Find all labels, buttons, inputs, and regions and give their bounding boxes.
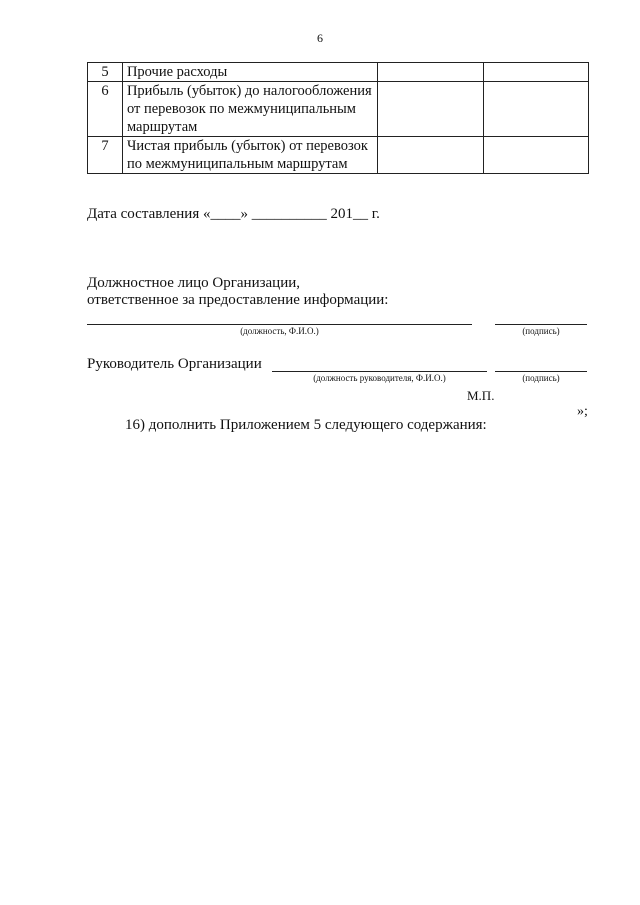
closing-quote: »; — [577, 404, 588, 419]
official-position-caption: (должность, Ф.И.О.) — [240, 326, 319, 336]
row-value-cell — [377, 82, 484, 137]
row-number: 6 — [88, 82, 123, 137]
row-value-cell — [377, 137, 484, 174]
head-signature-line — [495, 371, 587, 372]
row-name: Чистая прибыль (убыток) от перевозок по межмуниципальным маршрутам — [122, 137, 377, 174]
row-value-cell — [484, 63, 589, 82]
official-label-line2: ответственное за предоставление информации: — [87, 292, 389, 308]
report-table — [87, 62, 589, 174]
table-row — [88, 137, 589, 174]
row-number: 7 — [88, 137, 123, 174]
compilation-date: Дата составления «____» __________ 201__ г. — [87, 206, 380, 222]
head-label: Руководитель Организации — [87, 356, 262, 372]
official-position-line — [87, 324, 472, 325]
page-number: 6 — [317, 31, 323, 45]
official-signature-caption: (подпись) — [522, 326, 560, 336]
row-name: Прибыль (убыток) до налогообложения от перевозок по межмуниципальным маршрутам — [122, 82, 377, 137]
head-signature-caption: (подпись) — [522, 373, 560, 383]
row-value-cell — [484, 137, 589, 174]
official-label-line1: Должностное лицо Организации, — [87, 275, 301, 291]
head-position-caption: (должность руководителя, Ф.И.О.) — [313, 373, 446, 383]
table-row — [88, 63, 589, 82]
seal-place: М.П. — [467, 388, 495, 403]
row-value-cell — [377, 63, 484, 82]
head-position-line — [272, 371, 487, 372]
row-name: Прочие расходы — [122, 63, 377, 82]
table-row — [88, 82, 589, 137]
row-number: 5 — [88, 63, 123, 82]
amendment-paragraph: 16) дополнить Приложением 5 следующего содержания: — [125, 417, 487, 433]
row-value-cell — [484, 82, 589, 137]
official-signature-line — [495, 324, 587, 325]
